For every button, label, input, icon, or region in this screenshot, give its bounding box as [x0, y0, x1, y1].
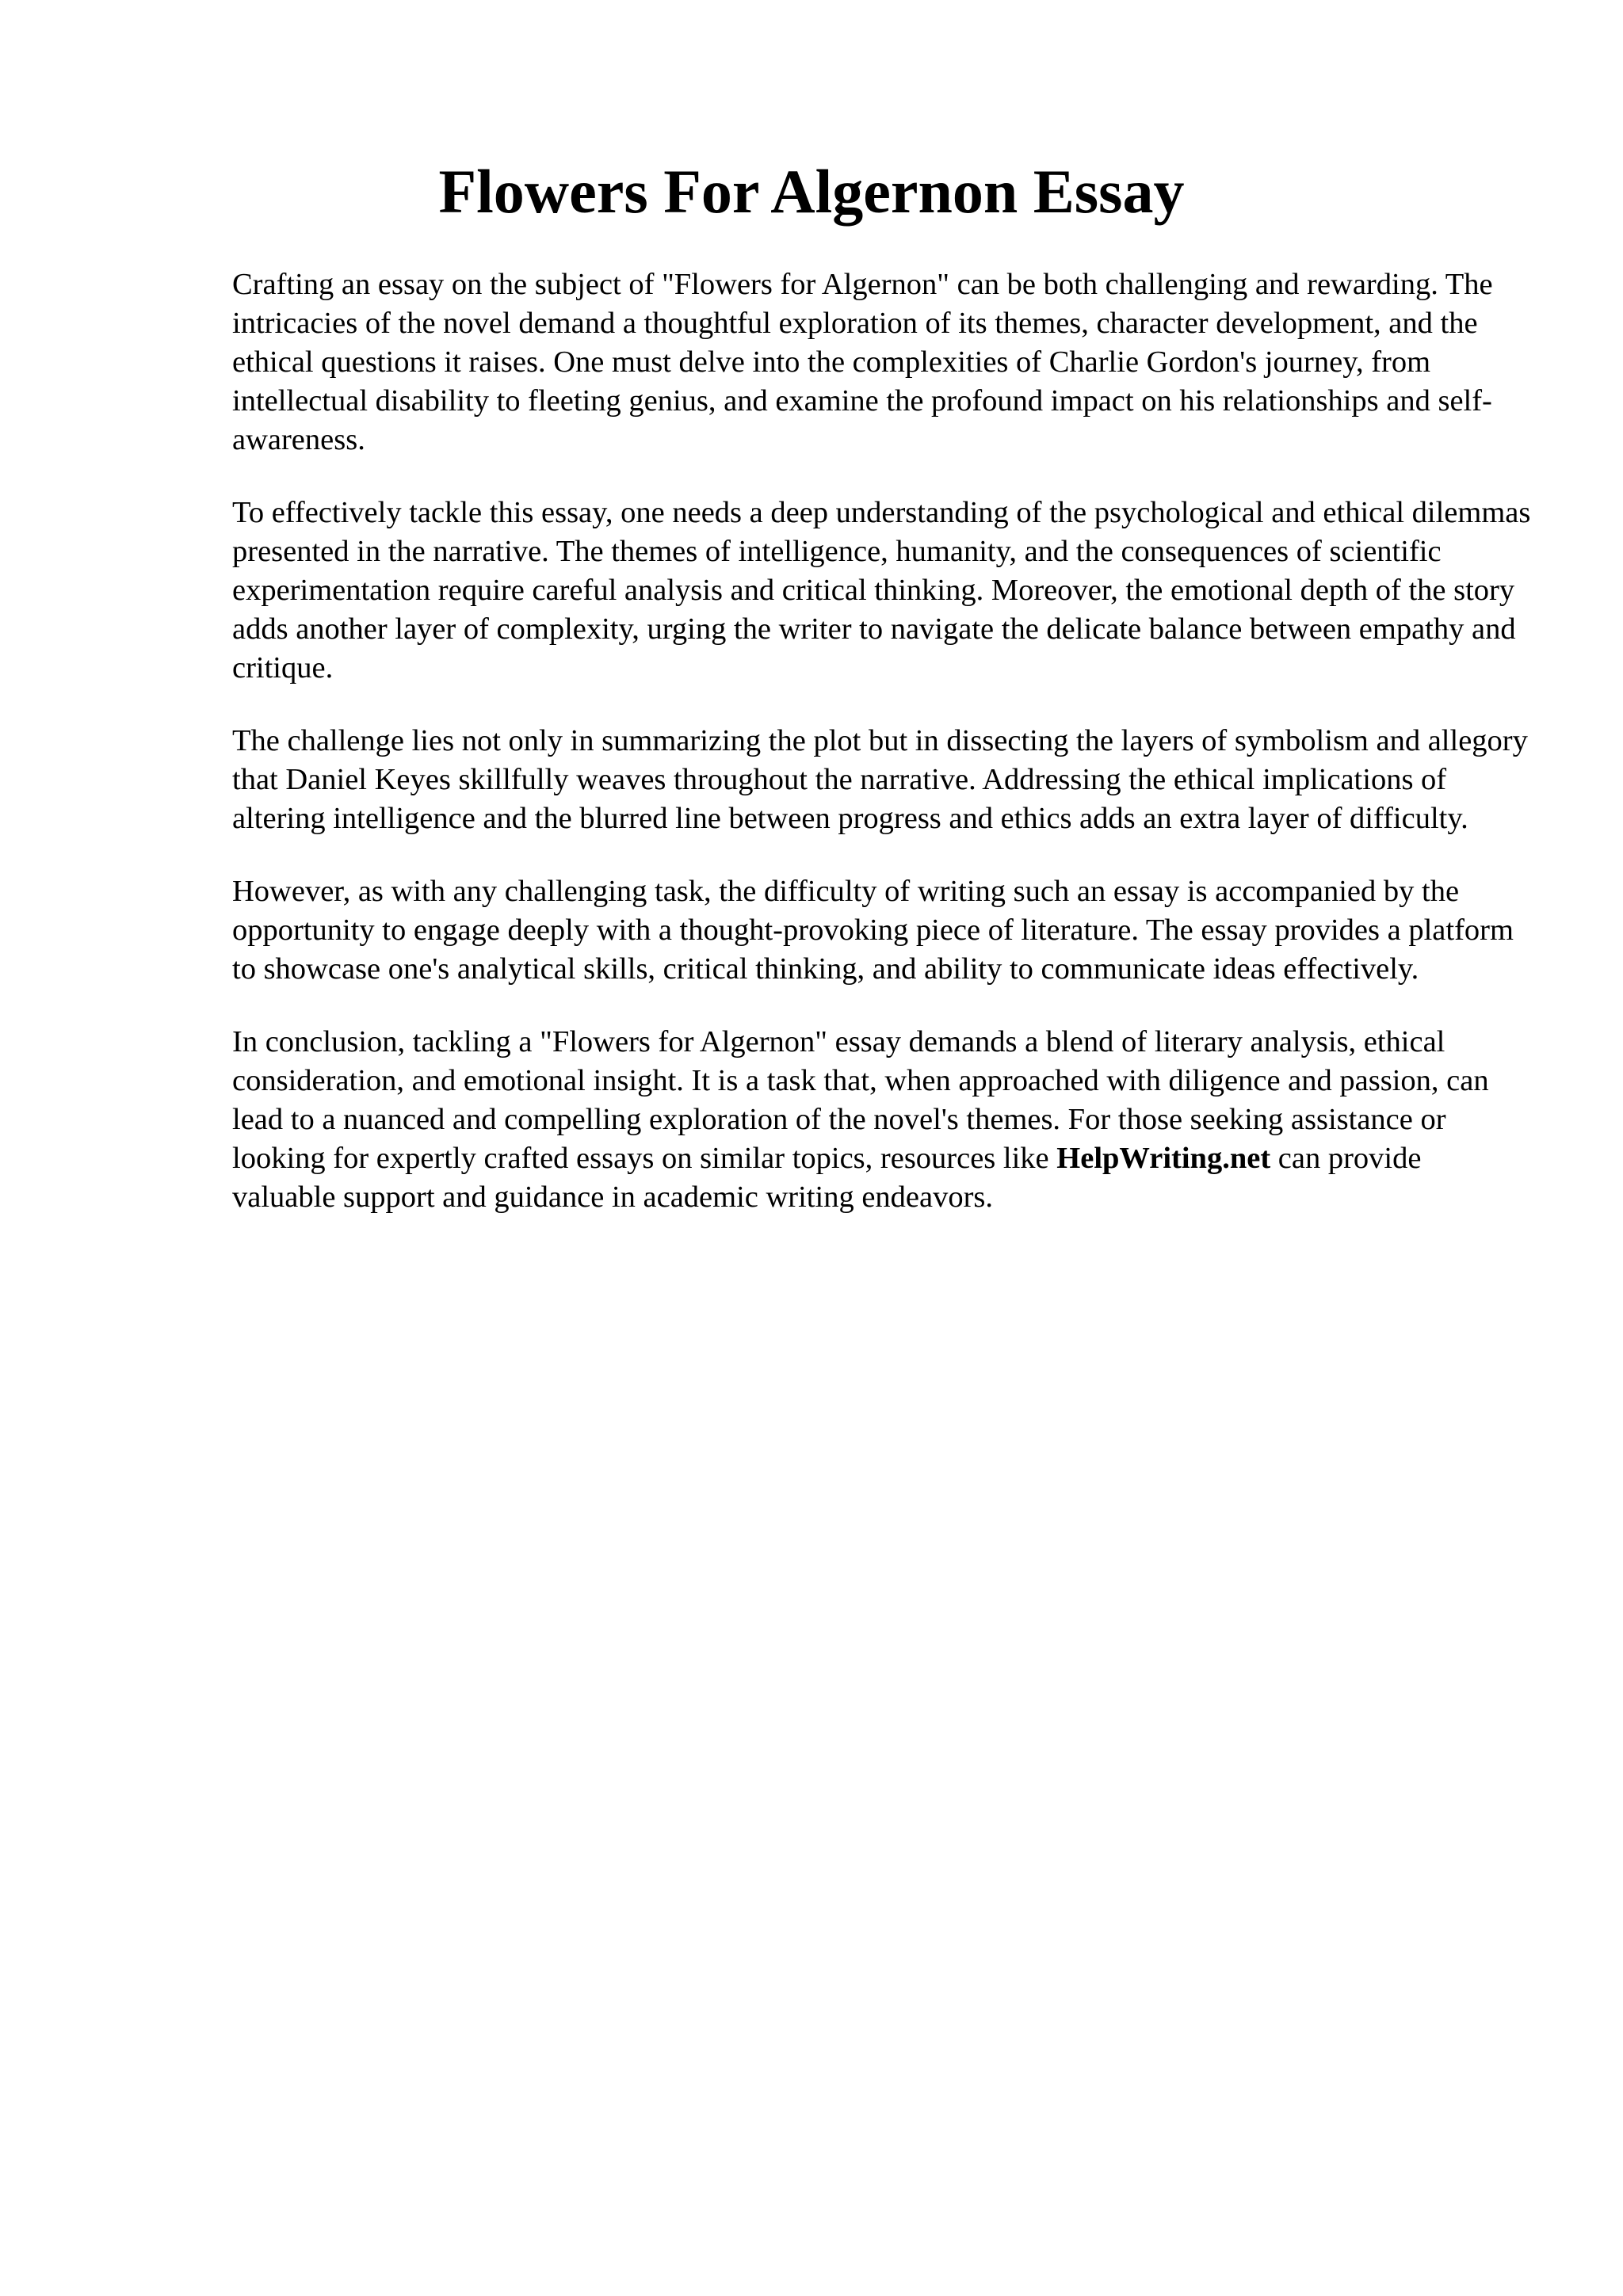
essay-body — [232, 265, 1532, 1251]
paragraph-1: Crafting an essay on the subject of "Flowers for Algernon" can be both challenging and rewarding. The intricacies of the novel demand a thoughtful exploration of its themes, character development, and the ethical questions it raises. One must delve into the complexities of Charlie Gordon's journey, from intellectual disability to fleeting genius, and examine the profound impact on his relationships and self-awareness. — [232, 268, 1493, 456]
paragraph-conclusion — [232, 1023, 1532, 1217]
conclusion-text-before: In conclusion, tackling a "Flowers for Algernon" essay demands a blend of literary analysis, ethical consideration, and emotional insight. It is a task that, when approached with diligence and passion, can lead to a nuanced and compelling exploration of the novel's themes. For those seeking assistance or looking for expertly crafted essays on similar topics, resources like — [232, 1025, 1489, 1175]
helpwriting-brand-link[interactable]: HelpWriting.net — [1056, 1142, 1271, 1175]
paragraph-2: To effectively tackle this essay, one needs a deep understanding of the psychological and ethical dilemmas presented in the narrative. The themes of intelligence, humanity, and the consequences of scientific experimentation require careful analysis and critical thinking. Moreover, the emotional depth of the story adds another layer of complexity, urging the writer to navigate the delicate balance between empathy and critique. — [232, 496, 1531, 685]
paragraph-4: However, as with any challenging task, the difficulty of writing such an essay is accompanied by the opportunity to engage deeply with a thought-provoking piece of literature. The essay provides a platform to showcase one's analytical skills, critical thinking, and ability to communicate ideas effectively. — [232, 875, 1514, 986]
page-title: Flowers For Algernon Essay — [438, 157, 1185, 226]
paragraph-3: The challenge lies not only in summarizing the plot but in dissecting the layers of symbolism and allegory that Daniel Keyes skillfully weaves throughout the narrative. Addressing the ethical implications of altering intelligence and the blurred line between progress and ethics adds an extra layer of difficulty. — [232, 724, 1528, 835]
conclusion-text-after: can provide valuable support and guidance in academic writing endeavors. — [232, 1142, 1422, 1214]
